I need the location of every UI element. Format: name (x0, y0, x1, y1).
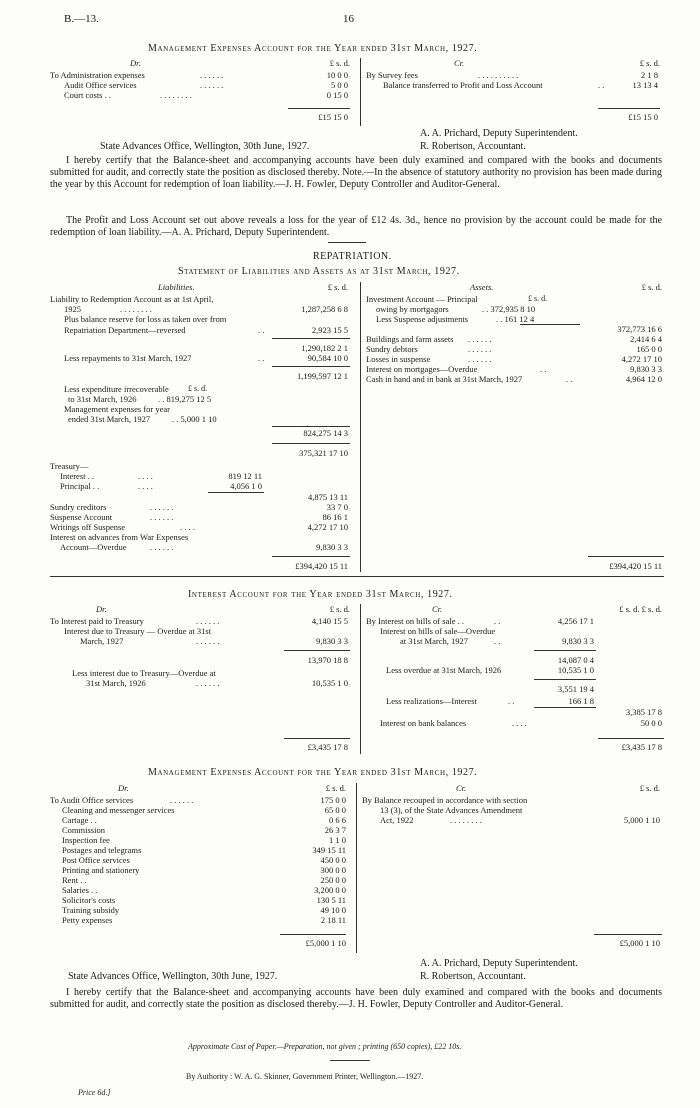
mgmt2-cr-rule (594, 934, 662, 935)
asset-rule (520, 324, 580, 325)
interest-cr-text: By Interest on bills of sale . . (366, 616, 464, 626)
asset-dots: . . . . . . (468, 334, 492, 344)
interest-cr-dots: . . . . (512, 718, 527, 728)
liab-dots: . . . . (138, 481, 153, 491)
asset-total: £394,420 15 11 (609, 561, 662, 571)
interest-dr-dots: . . . . . . (196, 636, 220, 646)
mgmt1-cr: Cr. (454, 58, 465, 68)
liab-text: Plus balance reserve for loss as taken over from (64, 314, 227, 324)
mgmt1-dr: Dr. (130, 58, 141, 68)
footer-authority: By Authority : W. A. G. Skinner, Government Printer, Wellington.—1927. (186, 1072, 424, 1081)
liab-currency-inner: £ s. d. (188, 384, 208, 393)
liab-subtotal: 1,290,182 2 1 (301, 343, 348, 353)
mgmt2-dr-label: Cartage . . (62, 815, 97, 825)
liab-text: Liability to Redemption Account as at 1st April, (50, 294, 214, 304)
liab-amount: 2,923 15 5 (311, 325, 348, 335)
interest-title: Interest Account for the Year ended 31st March, 1927. (188, 589, 453, 600)
mgmt2-dr-label: Inspection fee (62, 835, 110, 845)
repatriation-divider (360, 282, 361, 572)
liab-text: Management expenses for year (64, 404, 170, 414)
liab-rule (272, 338, 350, 339)
liab-text: Less repayments to 31st March, 1927 (64, 353, 192, 363)
mgmt2-dr-label: Post Office services (62, 855, 130, 865)
mgmt2-dr-label: Training subsidy (62, 905, 120, 915)
asset-amount-inner: . . 161 12 4 (496, 314, 535, 324)
mgmt2-dr-label: Commission (62, 825, 105, 835)
mgmt1-dr-amount: 10 0 0 (326, 70, 348, 80)
asset-dots: . . . . . . (468, 354, 492, 364)
cert2-paragraph: I hereby certify that the Balance-sheet and accompanying accounts have been duly examined and compared with the books and documents submitted for audit, and correctly state the position as disclosed thereby.—J. H. Fowler, Deputy Controller and Auditor-General. (50, 987, 662, 1010)
liab-dots: . . . . (138, 471, 153, 481)
interest-dr-rule (284, 650, 350, 651)
interest-dr-rule (284, 738, 350, 739)
mgmt2-dr-total: £5,000 1 10 (305, 938, 346, 948)
mgmt2-cr-amount: 5,000 1 10 (623, 815, 660, 825)
mgmt2-cr-currency: £ s. d. (639, 783, 660, 793)
liab-amount: 90,584 10 0 (307, 353, 348, 363)
liab-rule (272, 556, 350, 557)
mgmt1-dr-dots: . . . . . . . . (160, 90, 192, 100)
liab-text: Repatriation Department—reversed (64, 325, 186, 335)
liab-rule (208, 492, 264, 493)
mgmt2-dr-amount: 175 0 0 (320, 795, 346, 805)
mgmt2-dr-currency: £ s. d. (325, 783, 346, 793)
liab-amount-inner: 819 12 11 (228, 471, 262, 481)
interest-cr-text: Interest on bank balances (380, 718, 467, 728)
sig1-line1: A. A. Prichard, Deputy Superintendent. (420, 128, 578, 139)
liab-dots: . . . . . . (150, 542, 174, 552)
mgmt2-cr-text: Act, 1922 (380, 815, 414, 825)
liab-dots: . . . . (180, 522, 195, 532)
asset-dots: . . (566, 374, 573, 384)
liab-text: Principal . . (60, 481, 100, 491)
mgmt1-cr-label: Balance transferred to Profit and Loss Account (383, 80, 543, 90)
interest-cr-rule (598, 738, 664, 739)
mgmt1-dr-amount: 5 0 0 (331, 80, 348, 90)
mgmt2-dr-amount: 1 1 0 (329, 835, 346, 845)
interest-cr-text: Less overdue at 31st March, 1926 (386, 665, 502, 675)
liab-text: Interest on advances from War Expenses (50, 532, 189, 542)
liab-text: to 31st March, 1926 (68, 394, 137, 404)
repatriation-title: Statement of Liabilities and Assets as at 31st March, 1927. (178, 266, 460, 277)
interest-cr-text: at 31st March, 1927 (400, 636, 468, 646)
liab-subtotal: 1,199,597 12 1 (297, 371, 348, 381)
mgmt1-dr-dots: . . . . . . (200, 80, 224, 90)
mgmt2-dr-label: Rent . . (62, 875, 87, 885)
note1-paragraph: The Profit and Loss Account set out above reveals a loss for the year of £12 4s. 3d., hence no provision by the account could be made for the redemption of loan liability.—A. A. Prichard, Deputy Superintendent. (50, 215, 662, 238)
mgmt1-cr-dots: . . (598, 80, 605, 90)
liab-amount: 86 16 1 (322, 512, 348, 522)
interest-cr-dots: . . (494, 616, 501, 626)
mgmt1-cr-label: By Survey fees (366, 70, 418, 80)
mgmt1-dr-label: Court costs . . (64, 90, 111, 100)
interest-dr-text: March, 1927 (80, 636, 124, 646)
footer-divider (330, 1060, 370, 1061)
mgmt2-dr-amount: 300 0 0 (320, 865, 346, 875)
interest-cr-dots: . . (494, 636, 501, 646)
asset-text: Losses in suspense (366, 354, 431, 364)
interest-cr-rule (534, 650, 596, 651)
interest-cr-amount: 9,830 3 3 (562, 636, 594, 646)
interest-dr-text: Interest due to Treasury — Overdue at 31st (64, 626, 212, 636)
mgmt1-dr-label: To Administration expenses (50, 70, 145, 80)
mgmt2-dr-label: Postages and telegrams (62, 845, 142, 855)
liab-text: Interest . . (60, 471, 94, 481)
asset-text: Interest on mortgages—Overdue (366, 364, 478, 374)
asset-dots: . . (540, 364, 547, 374)
asset-amount: 4,964 12 0 (625, 374, 662, 384)
interest-dr-text: To Interest paid to Treasury (50, 616, 144, 626)
footer-price: Price 6d.] (78, 1088, 111, 1097)
mgmt2-cr-dots: . . . . . . . . (450, 815, 482, 825)
asset-amount-inner: . . 372,935 8 10 (482, 304, 536, 314)
assets-heading: Assets. (470, 282, 494, 292)
repatriation-bottom-rule (50, 576, 664, 577)
interest-cr-currency: £ s. d. £ s. d. (619, 604, 662, 614)
liab-text: ended 31st March, 1927 (68, 414, 151, 424)
liab-subtotal: 824,275 14 3 (303, 428, 348, 438)
liab-rule (272, 366, 350, 367)
mgmt1-dr-currency: £ s. d. (329, 58, 350, 68)
page-reference: B.—13. (64, 13, 99, 25)
mgmt2-dr-dots: . . . . . . (170, 795, 194, 805)
mgmt2-dr: Dr. (118, 783, 129, 793)
mgmt2-dr-label: Petty expenses (62, 915, 113, 925)
asset-text: owing by mortgagors (376, 304, 449, 314)
mgmt1-cr-total: £15 15 0 (628, 112, 658, 122)
mgmt1-dr-rule (288, 108, 350, 109)
liab-dots: . . . . . . (150, 502, 174, 512)
mgmt2-dr-amount: 49 10 0 (320, 905, 346, 915)
asset-amount: 372,773 16 6 (617, 324, 662, 334)
mgmt2-divider (356, 783, 357, 953)
liab-amount-inner: 4,056 1 0 (230, 481, 262, 491)
interest-divider (360, 604, 361, 754)
asset-text: Sundry debtors (366, 344, 418, 354)
liab-rule (272, 443, 350, 444)
mgmt1-cr-currency: £ s. d. (639, 58, 660, 68)
liab-dots: . . . . . . . . (120, 304, 152, 314)
mgmt2-cr-total: £5,000 1 10 (619, 938, 660, 948)
mgmt2-dr-label: Solicitor's costs (62, 895, 116, 905)
mgmt1-dr-amount: 0 15 0 (326, 90, 348, 100)
sig2-line1: A. A. Prichard, Deputy Superintendent. (420, 958, 578, 969)
interest-cr-amount: 50 0 0 (640, 718, 662, 728)
sig1-office: State Advances Office, Wellington, 30th June, 1927. (100, 141, 310, 152)
interest-cr-text: Less realizations—Interest (386, 696, 477, 706)
liab-dots: . . (258, 325, 265, 335)
asset-rule (588, 556, 664, 557)
mgmt2-title: Management Expenses Account for the Year ended 31st March, 1927. (148, 767, 478, 778)
interest-cr-dots: . . (508, 696, 515, 706)
mgmt2-dr-amount: 450 0 0 (320, 855, 346, 865)
interest-dr-total: £3,435 17 8 (307, 742, 348, 752)
asset-text: Cash in hand and in bank at 31st March, 1927 (366, 374, 523, 384)
mgmt2-dr-amount: 349 15 11 (312, 845, 346, 855)
liab-amount-inner: . . 5,000 1 10 (172, 414, 217, 424)
page-number: 16 (343, 13, 354, 25)
interest-cr-amount: 3,385 17 8 (625, 707, 662, 717)
asset-text: Buildings and farm assets (366, 334, 454, 344)
mgmt2-cr-text: 13 (3), of the State Advances Amendment (380, 805, 523, 815)
interest-dr: Dr. (96, 604, 107, 614)
mgmt2-dr-amount: 250 0 0 (320, 875, 346, 885)
liab-text: Writings off Suspense (50, 522, 126, 532)
asset-currency-inner: £ s. d. (528, 294, 548, 303)
mgmt2-dr-label: Cleaning and messenger services (62, 805, 175, 815)
interest-dr-amount: 9,830 3 3 (316, 636, 348, 646)
asset-amount: 165 0 0 (636, 344, 662, 354)
mgmt2-dr-amount: 0 6 6 (329, 815, 346, 825)
asset-amount: 4,272 17 10 (621, 354, 662, 364)
footer-cost-note: Approximate Cost of Paper.—Preparation, not given ; printing (650 copies), £22 10s. (188, 1042, 462, 1051)
liab-total: £394,420 15 11 (295, 561, 348, 571)
interest-dr-subtotal: 13,970 18 8 (307, 655, 348, 665)
mgmt1-dr-total: £15 15 0 (318, 112, 348, 122)
interest-cr-subtotal: 14,087 0 4 (557, 655, 594, 665)
mgmt2-cr: Cr. (456, 783, 467, 793)
liab-amount: 9,830 3 3 (316, 542, 348, 552)
interest-dr-dots: . . . . . . (196, 616, 220, 626)
interest-cr-text: Interest on bills of sale—Overdue (380, 626, 496, 636)
interest-cr-rule (534, 679, 596, 680)
interest-cr: Cr. (432, 604, 443, 614)
liab-amount: 33 7 0 (326, 502, 348, 512)
mgmt2-dr-label: Printing and stationery (62, 865, 140, 875)
mgmt1-divider (360, 58, 361, 126)
mgmt1-title: Management Expenses Account for the Year ended 31st March, 1927. (148, 43, 478, 54)
interest-dr-amount: 10,535 1 0 (311, 678, 348, 688)
liab-dots: . . . . . . (150, 512, 174, 522)
liabilities-heading: Liabilities. (158, 282, 195, 292)
interest-cr-amount: 10,535 1 0 (557, 665, 594, 675)
asset-amount: 9,830 3 3 (630, 364, 662, 374)
sig2-line2: R. Robertson, Accountant. (420, 971, 526, 982)
mgmt2-cr-text: By Balance recouped in accordance with section (362, 795, 528, 805)
interest-dr-text: Less interest due to Treasury—Overdue at (72, 668, 216, 678)
sig1-line2: R. Robertson, Accountant. (420, 141, 526, 152)
liab-dots: . . (258, 353, 265, 363)
asset-amount: 2,414 6 4 (630, 334, 662, 344)
mgmt2-dr-rule (280, 934, 346, 935)
mgmt1-cr-dots: . . . . . . . . . . (478, 70, 519, 80)
mgmt2-dr-amount: 65 0 0 (324, 805, 346, 815)
mgmt2-dr-amount: 130 5 11 (316, 895, 346, 905)
liab-rule (272, 426, 350, 427)
mgmt1-cr-amount: 2 1 8 (641, 70, 658, 80)
mgmt2-dr-label: Salaries . . (62, 885, 98, 895)
mgmt1-dr-dots: . . . . . . (200, 70, 224, 80)
mgmt1-cr-rule (598, 108, 660, 109)
mgmt2-dr-amount: 2 18 11 (320, 915, 346, 925)
asset-text: Less Suspense adjustments (376, 314, 469, 324)
asset-text: Investment Account — Principal (366, 294, 478, 304)
interest-cr-amount: 4,256 17 1 (557, 616, 594, 626)
sig2-office: State Advances Office, Wellington, 30th June, 1927. (68, 971, 278, 982)
interest-cr-total: £3,435 17 8 (621, 742, 662, 752)
repatriation-heading: REPATRIATION. (313, 251, 392, 262)
mgmt2-dr-label: To Audit Office services (50, 795, 134, 805)
interest-dr-amount: 4,140 15 5 (311, 616, 348, 626)
interest-cr-amount: 166 1 8 (568, 696, 594, 706)
mgmt1-dr-label: Audit Office services (64, 80, 137, 90)
mgmt2-dr-amount: 26 3 7 (324, 825, 346, 835)
interest-dr-text: 31st March, 1926 (86, 678, 146, 688)
section-divider (328, 242, 366, 243)
liab-currency: £ s. d. (327, 282, 348, 292)
liab-amount: 4,875 13 11 (307, 492, 348, 502)
liab-text: Account—Overdue (60, 542, 127, 552)
liab-text: Less expenditure irrecoverable (64, 384, 169, 394)
liab-subtotal: 375,321 17 10 (299, 448, 348, 458)
assets-currency: £ s. d. (641, 282, 662, 292)
liab-text: 1925 (64, 304, 81, 314)
asset-dots: . . . . . . (468, 344, 492, 354)
cert1-paragraph: I hereby certify that the Balance-sheet and accompanying accounts have been duly examined and compared with the books and documents submitted for audit, and correctly state the position as disclosed thereby. Note.—In the absence of statutory authority no provision has been made during the year by this Account for redemption of loan liability.—J. H. Fowler, Deputy Controller and Auditor-General. (50, 155, 662, 190)
liab-amount: 1,287,258 6 8 (301, 304, 348, 314)
mgmt1-cr-amount: 13 13 4 (632, 80, 658, 90)
liab-amount-inner: . . 819,275 12 5 (158, 394, 212, 404)
interest-dr-dots: . . . . . . (196, 678, 220, 688)
liab-text: Suspense Account (50, 512, 113, 522)
liab-amount: 4,272 17 10 (307, 522, 348, 532)
liab-text: Treasury— (50, 461, 89, 471)
liab-text: Sundry creditors (50, 502, 107, 512)
mgmt2-dr-amount: 3,200 0 0 (314, 885, 346, 895)
interest-dr-currency: £ s. d. (329, 604, 350, 614)
interest-cr-rule (534, 707, 596, 708)
interest-cr-subtotal: 3,551 19 4 (557, 684, 594, 694)
